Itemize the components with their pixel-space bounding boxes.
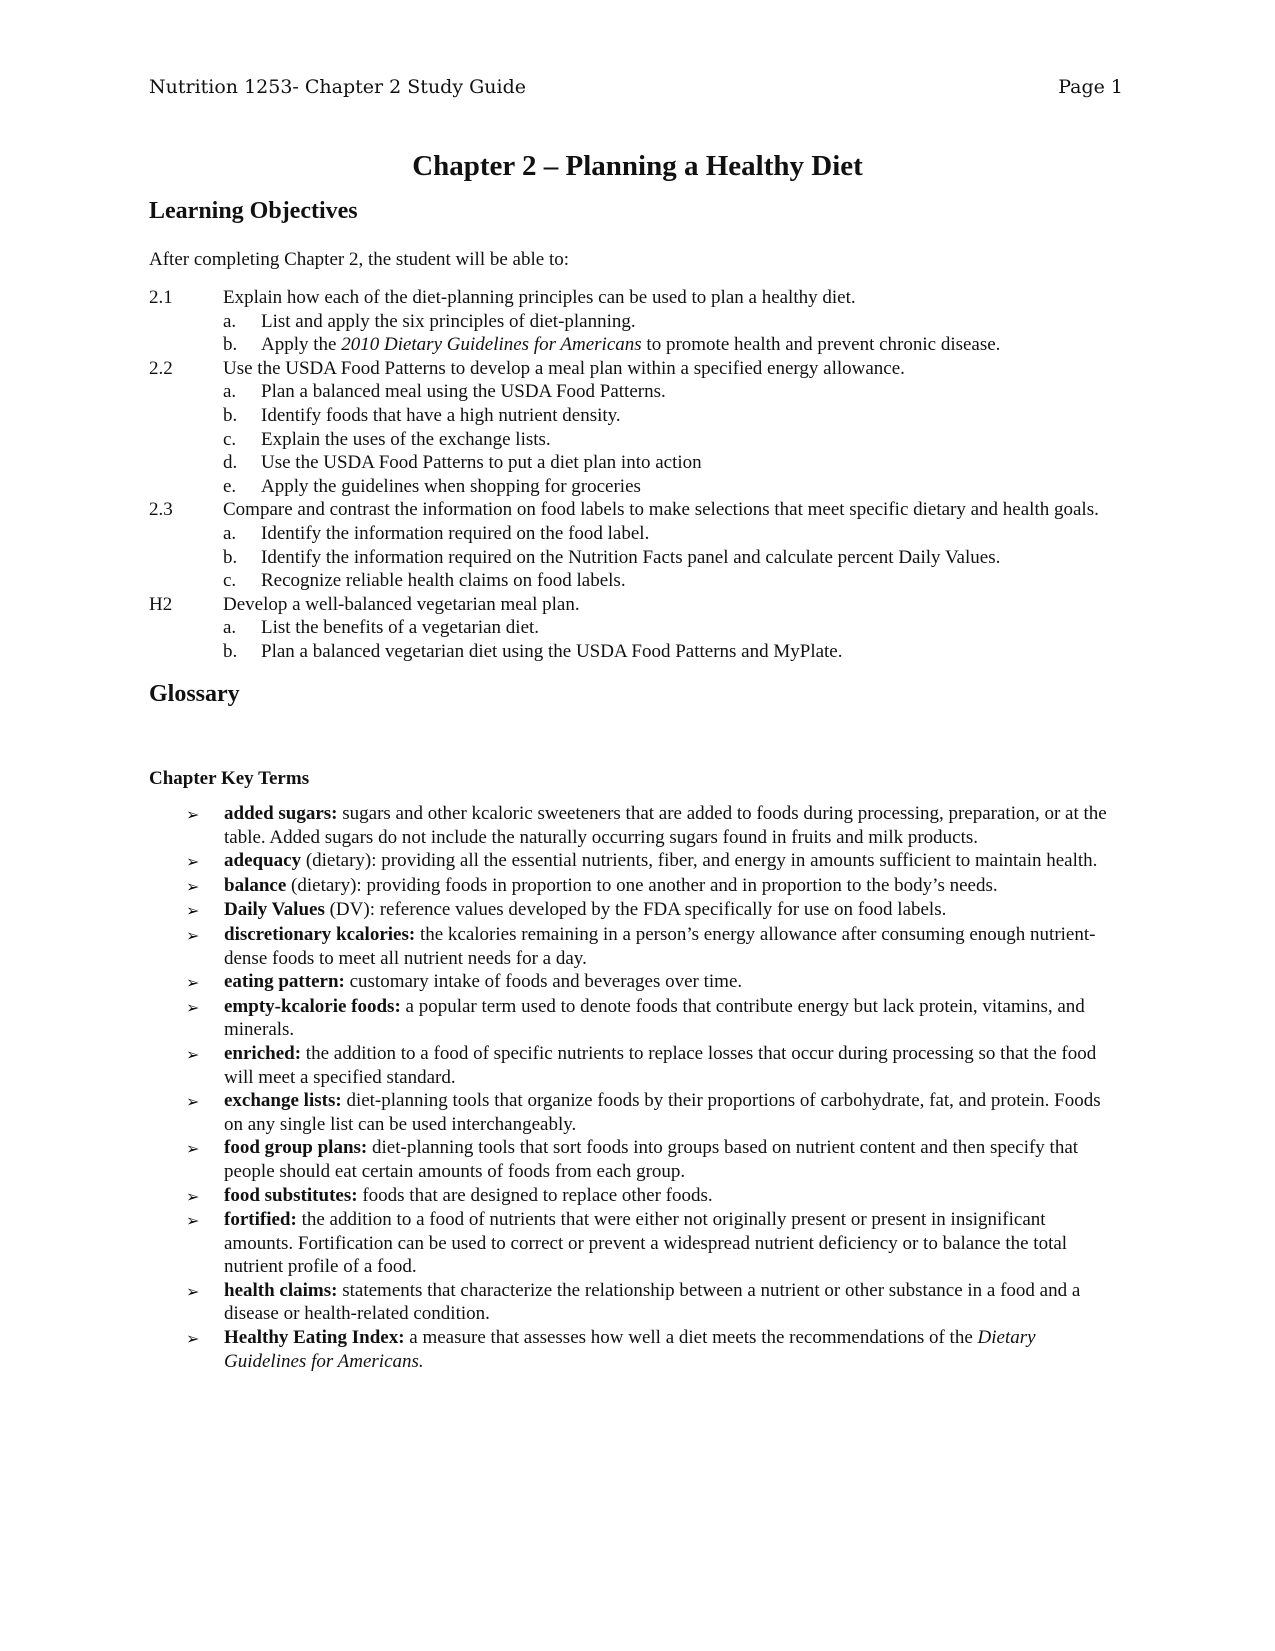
key-term-body — [224, 802, 1116, 849]
sub-objective-item — [149, 380, 1139, 404]
key-term-definition: the addition to a food of nutrients that were either not originally present or present in insignificant amounts. Fortification can be used to correct or prevent a widespread nutrient deficiency or to balance the total nutrient profile of a food. — [224, 1209, 1068, 1278]
course-title: Nutrition 1253- Chapter 2 Study Guide — [149, 76, 527, 98]
sub-objective-post: to promote health and prevent chronic disease. — [641, 334, 1001, 356]
sub-objective-item — [149, 616, 1139, 640]
key-term-italic: Dietary Guidelines for Americans. — [224, 1327, 1036, 1372]
key-term-item — [186, 898, 1116, 923]
sub-objective-text: Plan a balanced vegetarian diet using the USDA Food Patterns and MyPlate. — [261, 640, 843, 662]
objective-text: Develop a well-balanced vegetarian meal plan. — [223, 593, 580, 615]
sub-objective-letter: b. — [223, 404, 238, 426]
sub-objective-item — [149, 546, 1139, 570]
objectives-intro: After completing Chapter 2, the student will be able to: — [149, 249, 570, 270]
objective-number: 2.3 — [149, 499, 173, 521]
key-term-body — [224, 898, 1116, 923]
sub-objective-item — [149, 451, 1139, 475]
sub-objective-letter: a. — [223, 617, 237, 639]
objective-item — [149, 286, 1139, 310]
key-term-definition: the kcalories remaining in a person’s energy allowance after consuming enough nutrient-dense foods to meet all nutrient needs for a day. — [224, 923, 1096, 969]
sub-objective-letter: e. — [223, 475, 237, 497]
sub-objective-pre: Apply the — [261, 334, 342, 356]
key-term-definition: a measure that assesses how well a diet meets the recommendations of the — [404, 1327, 978, 1349]
key-term-item — [186, 1208, 1116, 1279]
arrow-bullet-icon: ➢ — [186, 1044, 200, 1064]
arrow-bullet-icon: ➢ — [186, 997, 200, 1017]
key-term-body — [224, 849, 1116, 874]
key-term-name: Healthy Eating Index: — [224, 1327, 405, 1349]
sub-objective-item — [149, 569, 1139, 593]
arrow-bullet-icon: ➢ — [186, 876, 200, 896]
key-terms-list — [186, 802, 1116, 1373]
sub-objective-text: Identify the information required on the food label. — [261, 522, 650, 544]
key-term-name: exchange lists: — [224, 1090, 342, 1112]
sub-objective-item — [149, 310, 1139, 334]
arrow-bullet-icon: ➢ — [186, 1281, 200, 1301]
key-term-name: fortified: — [224, 1209, 297, 1231]
sub-objective-letter: c. — [223, 570, 237, 592]
key-term-body — [224, 995, 1116, 1042]
key-term-item — [186, 802, 1116, 849]
key-term-item — [186, 874, 1116, 899]
sub-objective-letter: b. — [223, 334, 238, 356]
key-term-name: food group plans: — [224, 1137, 368, 1159]
document-title: Chapter 2 – Planning a Healthy Diet — [412, 150, 863, 182]
key-term-body — [224, 1042, 1116, 1089]
key-term-definition: customary intake of foods and beverages over time. — [344, 971, 743, 993]
key-term-name: food substitutes: — [224, 1184, 358, 1206]
sub-objective-item — [149, 333, 1139, 357]
sub-objective-letter: a. — [223, 381, 237, 403]
key-term-body — [224, 1089, 1116, 1136]
objective-number: 2.1 — [149, 287, 173, 308]
key-term-name: Daily Values — [224, 899, 325, 921]
sub-objective-letter: c. — [223, 428, 237, 450]
sub-objective-text: Explain the uses of the exchange lists. — [261, 428, 551, 450]
key-term-body — [224, 923, 1116, 970]
learning-objectives-heading: Learning Objectives — [149, 198, 358, 224]
sub-objective-text: Use the USDA Food Patterns to put a diet plan into action — [261, 452, 702, 474]
key-term-item — [186, 1042, 1116, 1089]
key-term-body — [224, 874, 1116, 899]
sub-objective-item — [149, 404, 1139, 428]
objective-text: Compare and contrast the information on food labels to make selections that meet specific dietary and health goals. — [223, 499, 1099, 521]
key-term-body — [224, 1279, 1116, 1326]
objective-item — [149, 593, 1139, 617]
objective-item — [149, 357, 1139, 381]
arrow-bullet-icon: ➢ — [186, 901, 200, 921]
sub-objective-letter: d. — [223, 452, 238, 474]
key-term-item — [186, 970, 1116, 995]
key-term-definition: a popular term used to denote foods that contribute energy but lack protein, vitamins, and minerals. — [224, 995, 1085, 1041]
sub-objective-item — [149, 522, 1139, 546]
key-term-name: empty-kcalorie foods: — [224, 995, 401, 1017]
key-term-definition: diet-planning tools that organize foods by their proportions of carbohydrate, fat, and protein. Foods on any single list can be used interchangeably. — [224, 1090, 1101, 1135]
sub-objective-text: Identify the information required on the Nutrition Facts panel and calculate percent Daily Values. — [261, 546, 1001, 568]
key-term-name: eating pattern: — [224, 971, 345, 993]
key-term-definition: sugars and other kcaloric sweeteners that are added to foods during processing, preparation, or at the table. Added sugars do not include the naturally occurring sugars found in fruits and milk products. — [224, 803, 1107, 848]
arrow-bullet-icon: ➢ — [186, 1211, 200, 1231]
key-term-item — [186, 995, 1116, 1042]
key-term-name: health claims: — [224, 1279, 338, 1301]
key-term-name: adequacy — [224, 850, 302, 872]
key-term-body — [224, 970, 1116, 995]
sub-objective-text: Recognize reliable health claims on food labels. — [261, 570, 626, 592]
key-terms-subheading: Chapter Key Terms — [149, 768, 310, 789]
objective-number: 2.2 — [149, 357, 173, 379]
key-term-name: balance — [224, 874, 287, 896]
key-term-body — [224, 1208, 1116, 1279]
arrow-bullet-icon: ➢ — [186, 805, 200, 824]
key-term-definition: (dietary): providing foods in proportion to one another and in proportion to the body’s needs. — [286, 874, 998, 896]
objective-number: H2 — [149, 593, 173, 615]
key-term-body — [224, 1136, 1116, 1183]
key-term-item — [186, 1136, 1116, 1183]
objective-text: Explain how each of the diet-planning principles can be used to plan a healthy diet. — [223, 287, 856, 308]
arrow-bullet-icon: ➢ — [186, 925, 200, 945]
key-term-definition: (DV): reference values developed by the FDA specifically for use on food labels. — [324, 899, 947, 921]
page-number: Page 1 — [1058, 76, 1123, 98]
arrow-bullet-icon: ➢ — [186, 1092, 200, 1112]
key-term-definition: (dietary): providing all the essential nutrients, fiber, and energy in amounts sufficient to maintain health. — [301, 850, 1098, 872]
key-term-item — [186, 1184, 1116, 1209]
key-term-name: added sugars: — [224, 803, 338, 824]
sub-objective-letter: a. — [223, 310, 237, 332]
sub-objective-text: List the benefits of a vegetarian diet. — [261, 617, 540, 639]
key-term-item — [186, 1279, 1116, 1326]
key-term-definition: foods that are designed to replace other foods. — [357, 1184, 713, 1206]
arrow-bullet-icon: ➢ — [186, 1186, 200, 1206]
arrow-bullet-icon: ➢ — [186, 973, 200, 993]
sub-objective-letter: b. — [223, 546, 238, 568]
key-term-item — [186, 1089, 1116, 1136]
objective-item — [149, 498, 1139, 522]
sub-objective-text: List and apply the six principles of diet-planning. — [261, 310, 636, 332]
key-term-body — [224, 1326, 1116, 1373]
key-term-body — [224, 1184, 1116, 1209]
arrow-bullet-icon: ➢ — [186, 1329, 200, 1349]
key-term-name: discretionary kcalories: — [224, 923, 416, 945]
sub-objective-letter: a. — [223, 522, 237, 544]
sub-objective-letter: b. — [223, 640, 238, 662]
sub-objective-item — [149, 475, 1139, 499]
sub-objective-item — [149, 640, 1139, 664]
arrow-bullet-icon: ➢ — [186, 1139, 200, 1159]
sub-objective-text: Identify foods that have a high nutrient density. — [261, 404, 621, 426]
key-term-item — [186, 1326, 1116, 1373]
objectives-list — [149, 286, 1139, 664]
sub-objective-text: Plan a balanced meal using the USDA Food Patterns. — [261, 381, 666, 403]
key-term-definition: diet-planning tools that sort foods into groups based on nutrient content and then specify that people should eat certain amounts of foods from each group. — [224, 1137, 1079, 1182]
sub-objective-text — [261, 333, 1139, 357]
key-term-name: enriched: — [224, 1042, 302, 1064]
page-header — [149, 76, 1123, 106]
key-term-definition: statements that characterize the relationship between a nutrient or other substance in a food and a disease or health-related condition. — [224, 1279, 1081, 1325]
key-term-definition: the addition to a food of specific nutrients to replace losses that occur during processing so that the food will meet a specified standard. — [224, 1042, 1097, 1088]
objective-text: Use the USDA Food Patterns to develop a meal plan within a specified energy allowance. — [223, 357, 905, 379]
arrow-bullet-icon: ➢ — [186, 852, 200, 872]
sub-objective-item — [149, 428, 1139, 452]
key-term-item — [186, 849, 1116, 874]
glossary-heading: Glossary — [149, 681, 240, 707]
sub-objective-text: Apply the guidelines when shopping for groceries — [261, 475, 641, 497]
key-term-item — [186, 923, 1116, 970]
sub-objective-italic: 2010 Dietary Guidelines for Americans — [341, 334, 642, 356]
